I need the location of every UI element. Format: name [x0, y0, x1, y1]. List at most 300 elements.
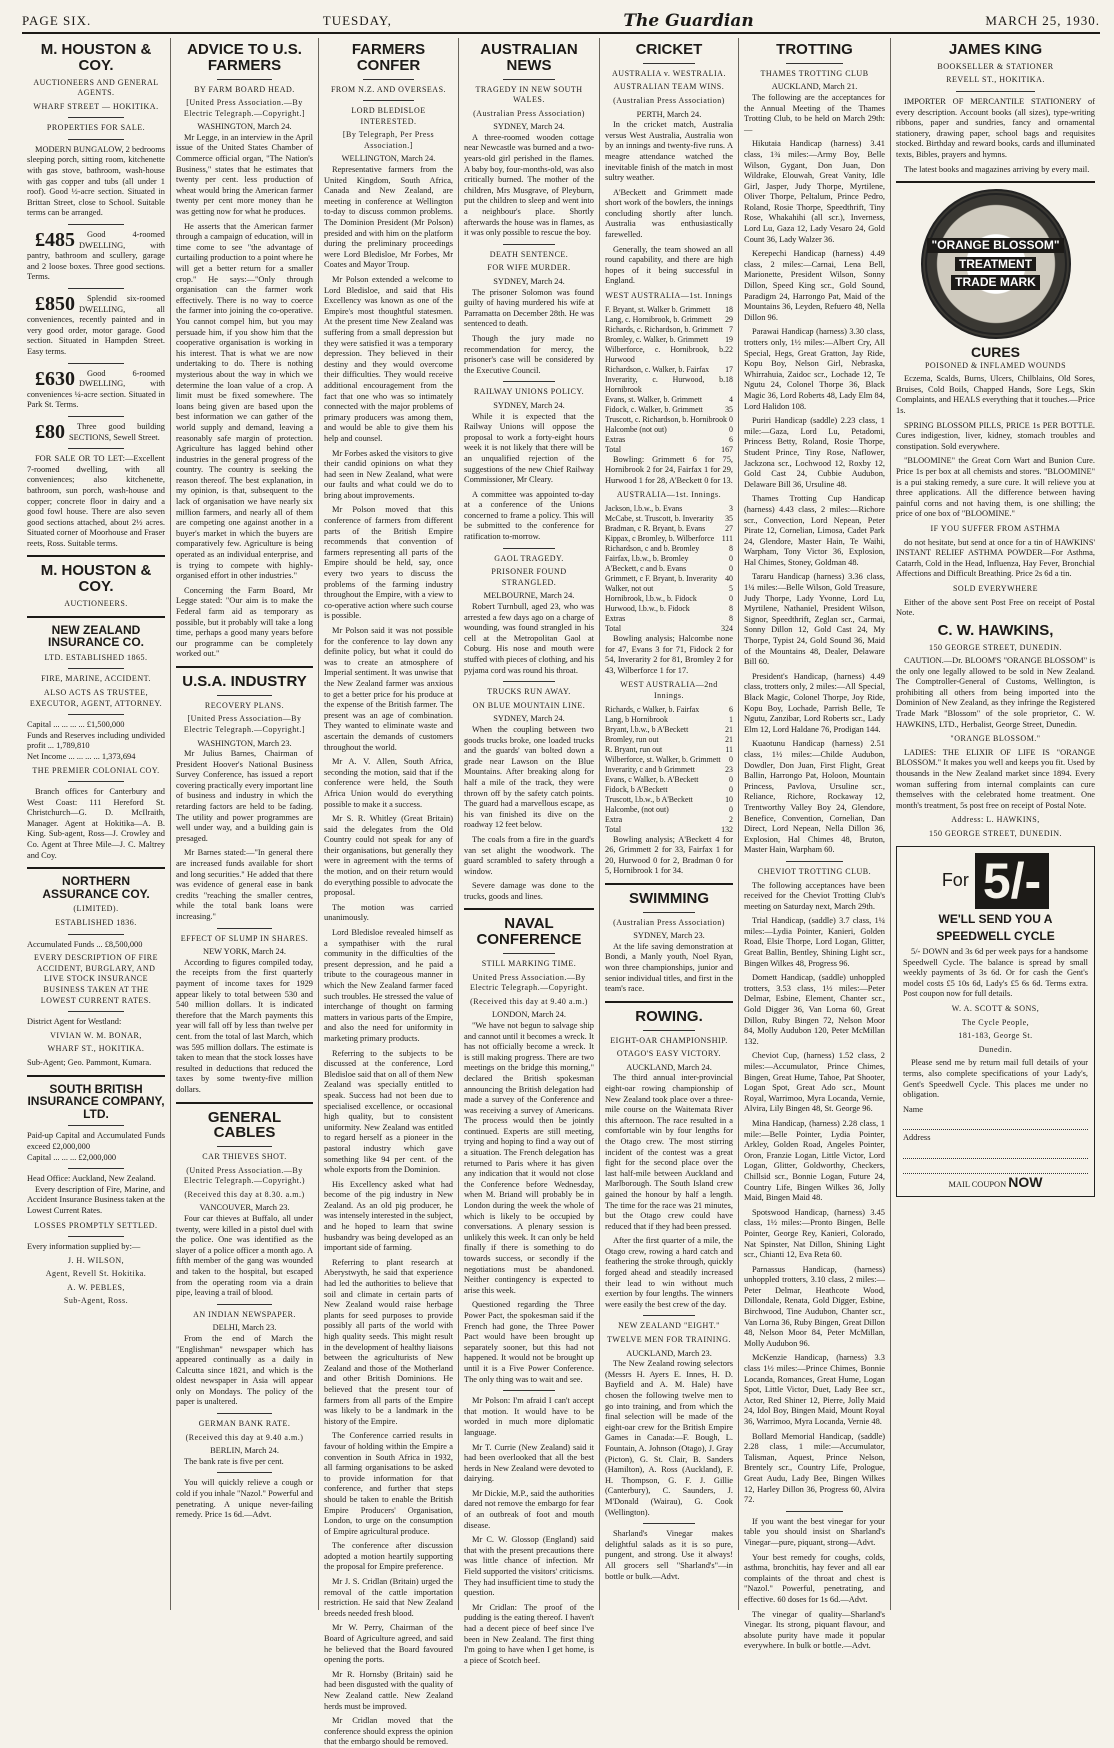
- score-row: [605, 375, 733, 395]
- batsman: McCabe, st. Truscott, b. Inverarity: [605, 514, 714, 523]
- mail-coupon: [903, 1173, 1088, 1191]
- cheviot-p1: The following acceptances have been received for the Cheviot Trotting Club's meeting on Saturday next, March 29th.: [744, 880, 885, 911]
- bookseller-subtitle: BOOKSELLER & STATIONER: [937, 61, 1054, 71]
- sydney-dateline-1: SYDNEY, March 24.: [493, 122, 565, 132]
- cheviot-p2: Trial Handicap, (saddle) 3.7 class, 1¼ miles:—Lydia Pointer, Kanieri, Golden Road, Elsie Thorpe, Lord Logan, Glitter, Great Ballin, Bentley, Shining Light scr., Bingen Wilkes 48, Progress 96.: [744, 916, 885, 968]
- advice-subtitle: BY FARM BOARD HEAD.: [194, 84, 295, 94]
- farmers-subtitle-2: LORD BLEDISLOE INTERESTED.: [351, 106, 426, 126]
- usa-industry-heading: U.S.A. INDUSTRY: [182, 672, 307, 690]
- runs: 10: [725, 794, 733, 804]
- batsman: F. Bryant, st. Walker b. Grimmett: [605, 304, 711, 314]
- score-row: [605, 604, 733, 614]
- trotting-p3: Kerepechi Handicap (harness) 4.49 class, 2 miles:—Carnai, Lena Bell, Marionette, President Wilson, Sonny Dillon, Speed King scr., Gold Sound, Paradigm 24, Harrongo Pat, Maid of the Mountains 36, Leyden, Refuero 48, Nella Dillon 96.: [744, 249, 885, 322]
- wilson-address: Agent, Revell St. Hokitika.: [45, 1269, 147, 1279]
- batsman: A'Beckett, c and b. Evans: [605, 564, 687, 573]
- perth-dateline: PERTH, March 24.: [636, 109, 702, 119]
- coupon-p: Please send me by return mail full details of your terms, also complete specifications of your Lady's, Gent's Speedwell Cycle. This places me under no obligation.: [903, 1058, 1088, 1100]
- cheviot-p8: McKenzie Handicap, (harness) 3.3 class 1½ miles:—Prince Chimes, Bonnie Locanda, Romances, Great Hume, Logan Spot, Little Victor, Duet, Lady Bee scr., Actor, Red Shiner 12, Pierre, Jolly Maid 24, Idol Boy, Bingen Maid, Mount Royal 36, Warrimoo, Myra Locanda, Vernie 48.: [744, 1353, 885, 1426]
- cheviot-p6: Spotswood Handicap, (harness) 3.45 class, 1½ miles:—Pronto Bingen, Belle Pointer, George Rey, Kanieri, Colorado, Nat Spinster, Nat Dillon, Shining Light scr., Chianti 12, Eva Reta 60.: [744, 1207, 885, 1260]
- slump-dateline: NEW YORK, March 24.: [202, 947, 287, 957]
- score-row: [605, 325, 733, 335]
- property-80: Three good building SECTIONS, Sewell Street.: [69, 421, 165, 442]
- runs: 18: [725, 374, 733, 384]
- wa-second-innings-label: WEST AUSTRALIA—2nd Innings.: [620, 680, 718, 700]
- gaol-subtitle: GAOL TRAGEDY.: [494, 553, 564, 563]
- score-row: [605, 504, 733, 514]
- naval-heading: NAVAL CONFERENCE: [476, 915, 582, 949]
- property-850: Splendid six-roomed DWELLING, all conveniences, recently painted and in very good order, motor garage. Good section. Situated in Hampden Street. Easy terms.: [27, 294, 165, 356]
- farmers-p4: Mr Polson moved that this conference of farmers from different parts of the British Empire recommends that convention of farmers representing all parts of the Empire should be held, say, once every two years to discuss the problems of the farming industry throughout the Empire, with a view to co-operative action where such course is possible.: [324, 505, 453, 621]
- batsman: Kippax, c Bromley, b. Wilberforce: [605, 534, 715, 543]
- rowing-subtitle-2: OTAGO'S EASY VICTORY.: [616, 1049, 722, 1059]
- score-row: [605, 415, 733, 425]
- trucks-p3: Severe damage was done to the trucks, goods and lines.: [464, 881, 594, 901]
- cheviot-p5: Mina Handicap, (harness) 2.28 class, 1 mile:—Belle Pointer, Lydia Pointer, Arkley, Golden Road, Angeles Pointer, Oron, Franzie Logan, Little Victor, Lord Logan, Glitter, Goldworthy, Checkers, Chillsid scr., Bonnie Logan, Future 24, Country Life, Bingen Wilkes 36, Jolly Maid, Bingen Maid 48.: [744, 1118, 885, 1203]
- cricket-subtitle-1: AUSTRALIA v. WESTRALIA.: [612, 68, 726, 78]
- score-row: [605, 795, 733, 805]
- batsman: Bryant, l.b.w., b A'Beckett: [605, 724, 689, 734]
- trucks-p1: When the coupling between two goods trucks broke, one loaded trucks and the guards' van bolted down a grade near Lawson on the Blue Mountains. After breaking along for half a mile of the track, they were thrown off by the safety catch points. The guard had a marvellous escape, as his van finished its dive on the roadway 12 feet below.: [464, 724, 594, 830]
- branch-offices: Branch offices for Canterbury and West Coast: 111 Hereford St. Christchurch—G. D. McIlraith, Manager. Agent at Hokitika—A. B. King. Sub-agent, Ross—J. Crowley and Co. Agent at Three Mile—J. C. Maltrey and Coy.: [27, 787, 165, 860]
- batsman: Extras: [605, 614, 626, 623]
- thames-club-subtitle: THAMES TROTTING CLUB: [760, 68, 869, 78]
- death-sentence-subtitle: DEATH SENTENCE.: [489, 249, 569, 259]
- nz-eight-dateline: AUCKLAND, March 23.: [626, 1348, 712, 1358]
- delhi-dateline: DELHI, March 23.: [212, 1323, 277, 1333]
- funds-line: Funds and Reserves including undivided profit ... 1,789,810: [27, 730, 165, 751]
- coupon-address-field: [903, 1133, 1088, 1174]
- for-five-banner: [903, 853, 1088, 909]
- batsman: Evans, c Walker, b. A'Beckett: [605, 774, 699, 784]
- score-row: [605, 514, 733, 524]
- scott-line-3: 181-183, George St.: [958, 1031, 1033, 1041]
- peebles-address: Sub-Agent, Ross.: [63, 1296, 129, 1306]
- death-p1: The prisoner Solomon was found guilty of having murdered his wife at Parramatta on December 28th. He was sentenced to death.: [464, 287, 594, 329]
- score-row: [605, 365, 733, 375]
- batsman: Lang, b Hornibrook: [605, 714, 668, 724]
- slump-p1: According to figures compiled today, the receipts from the first quarterly payment of income taxes for 1929 appear likely to total between 530 and 540 million dollars. It is indicated therefore that the March payments this year will fall off by less than twelve per cent. from the total of last March, which was 595 million dollars. The estimate is taken to mean that the stock losses have resulted in deductions that reduced the taxes by some twenty-five million dollars.: [176, 957, 313, 1094]
- trustee: ALSO ACTS AS TRUSTEE, EXECUTOR, AGENT, ATTORNEY.: [29, 687, 163, 708]
- column-sport: [599, 38, 738, 1610]
- trotting-p2: Hikutaia Handicap (harness) 3.41 class, 1¾ miles:—Army Boy, Belle Wilson, Gygant, Don Juan, Don Wildrake, Elouwah, Great Vanity, Idle Girl, Jasper, Judy Thorpe, Myrtilene, Oliver Thorpe, Peltalum, Prince Pedro, Roland, Rosie Thorpe, Speedthrift, Tiny Rose, Whakahihi (all scr.), Inverness, Lord Lu, Gaza 12, Lady Vesaro 24, Gold Count 36, Lady Walzer 36.: [744, 139, 885, 244]
- swimming-p: At the life saving demonstration at Bondi, a Manly youth, Noel Ryan, won three championships, junior and senior individual titles, and first in the team's race.: [605, 941, 733, 994]
- score-row: [605, 574, 733, 584]
- aus-first-innings-label: AUSTRALIA—1st. Innings.: [616, 490, 722, 500]
- trotting-p8: President's Handicap, (harness) 4.49 class, trotters only, 2 miles:—All Special, Black Magic, Colonel Thorpe, Joy Ride, Kopu Boy, Lochade, Parrish Belle, Te Ngutu, Zanzibar, Lord Roberts scr., Lady Elm 12, Lord Haldane 76, Prodigan 144.: [744, 671, 885, 734]
- nz-eight-subtitle: NEW ZEALAND "EIGHT.": [618, 1321, 720, 1331]
- hawkins-heading: C. W. HAWKINS,: [937, 621, 1054, 639]
- swimming-heading: SWIMMING: [629, 889, 709, 907]
- batsman: Jackson, l.b.w., b. Evans: [605, 504, 683, 513]
- strangled-subtitle: PRISONER FOUND STRANGLED.: [491, 567, 567, 587]
- score-row: [605, 765, 733, 775]
- paid-up: Paid-up Capital and Accumulated Funds exceed £2,000,000: [27, 1131, 165, 1151]
- score-row: [605, 594, 733, 604]
- houston-auctioneers: AUCTIONEERS.: [64, 598, 128, 608]
- batsman: R. Bryant, run out: [605, 744, 663, 754]
- swimming-credit: (Australian Press Association): [613, 917, 725, 927]
- railway-p1: While it is expected that the Railway Unions will oppose the proposal to work a forty-eight hours week it is not likely that there will be an unqualified rejection of the suggestions of the new Chief Railway Commissioner, Mr Cleary.: [464, 411, 594, 485]
- speedwell-advert: [896, 846, 1095, 1198]
- runs: 4: [729, 394, 733, 404]
- bowling-1: Bowling: Grimmett 6 for 75, Hornibrook 2 for 24, Fairfax 1 for 29, Hurwood 1 for 28, A'Beckett 0 for 13.: [605, 454, 733, 485]
- batsman: Hornibrook, l.b.w., b. Fidock: [605, 594, 697, 603]
- industry-dateline: WASHINGTON, March 23.: [197, 738, 292, 748]
- farmers-p5: Mr Polson said it was not possible for the conference to lay down any definite policy, but what it could do was to create an atmosphere of Imperial sentiment. It was unwise that the New Zealand farmer was anxious to get a better price for his produce at the expense of the British farmer. The present was an age of combination. They wanted to eliminate waste and ascertain the demands of customers throughout the world.: [324, 626, 453, 752]
- sydney-dateline-4: SYDNEY, March 24.: [493, 714, 565, 724]
- wa-first-innings-scores: [605, 305, 733, 455]
- car-thieves-subtitle: CAR THIEVES SHOT.: [202, 1152, 287, 1161]
- trotting-heading: TROTTING: [776, 41, 853, 58]
- naval-p2: Questioned regarding the Three Power Pact, the spokesman said if the French had gone, the Three Power Pact would have been brought up separately sooner, but this had not happened. It would not be brought up until it is a Five Power Conference. The only thing was to wait and see.: [464, 1300, 594, 1384]
- runs: 6: [729, 434, 733, 444]
- runs: 35: [725, 514, 733, 523]
- farmers-p12: Referring to plant research at Aberystwyth, he said that experience had led the authorities to believe that soil and climate in certain parts of New Zealand would raise herbage plants for seed purposes to provide possibly all parts of the world with high quality seeds. This might result in the development of healthy liaisons between the agriculturists of New Zealand and those of the Motherland and other British Dominions. He believed that the present tour of farmers from all parts of the Empire was likely to be a landmark in the history of the Empire.: [324, 1257, 453, 1426]
- price-850: £850: [35, 293, 75, 315]
- wilson-name: J. H. WILSON,: [67, 1255, 125, 1265]
- runs: 0: [729, 564, 733, 573]
- received-1: (Received this day at 8.30. a.m.): [184, 1189, 305, 1199]
- property-bungalow: MODERN BUNGALOW, 2 bedrooms sleeping porch, sitting room, kitchenette with gas stove, bathroom, wash-house with gas copper and tubs (all under 1 roof). Good ½-acre section. Situated in Brittan Street, close to School. Suitable terms can be arranged.: [27, 144, 165, 218]
- james-king-heading: JAMES KING: [948, 41, 1043, 58]
- rowing-p1: The third annual inter-provincial eight-oar rowing championship of New Zealand took place over a three-mile course on the Waitemata River this afternoon. The race resulted in a comfortable win by four lengths for the Otago crew. The most stirring incident of the contest was a great fight for the second place over the last half-mile between Auckland and Marlborough. The South Island crew gained the honour by half a length. The time for the race was 21 minutes, but the Otago crew could have reduced that if they had been pressed.: [605, 1073, 733, 1231]
- runs: 0: [729, 754, 733, 764]
- cricket-p2: A'Beckett and Grimmett made short work of the bowlers, the innings concluding shortly after lunch. Australia was enthusiastically farewelled.: [605, 187, 733, 240]
- runs: 17: [725, 364, 733, 374]
- farmers-p17: Mr R. Hornsby (Britain) said he had been disgusted with the quality of New Zealand cattle. New Zealand herds must be improved.: [324, 1669, 453, 1711]
- batsman: Wilberforce, st. Walker, b. Grimmett: [605, 754, 721, 764]
- sharland-advert: Sharland's Vinegar makes delightful salads as it is so pure, pungent, and strong. Use it always! All grocers sell "Sharland's"—in bottle or bulk.—Advt.: [605, 1529, 733, 1581]
- score-row: [605, 315, 733, 325]
- nz-insurance-heading: NEW ZEALAND INSURANCE CO.: [47, 622, 144, 650]
- received-2: (Received this day at 9.40 a.m.): [185, 1432, 304, 1442]
- batsman: Total: [605, 444, 622, 454]
- mail-coupon-label: MAIL COUPON: [948, 1179, 1007, 1189]
- farmers-p14: The conference after discussion adopted a motion heartily supporting the proposal for Empire preference.: [324, 1541, 453, 1572]
- score-row: [605, 775, 733, 785]
- cures-p: Eczema, Scalds, Burns, Ulcers, Chilblains, Old Sores, Bruises, Cold Boils, Chapped Hands, Sore Legs, Skin Complaints, and HEALS everything that it touches.—Price 1s.: [896, 374, 1095, 416]
- score-row: [605, 815, 733, 825]
- houston-heading-2: M. HOUSTON & COY.: [40, 562, 152, 596]
- address-label: Address: [903, 1133, 931, 1143]
- berlin-dateline: BERLIN, March 24.: [210, 1446, 279, 1456]
- advice-p2: He asserts that the American farmer through a campaign of education, will in time come to see "the advantage of curtailing production to a point where he will get a better return for a smaller crop." He says:—"Only through organisation can the farmer work effectively. There is no way to coerce the farmer into joining the co-operative. You cannot compel him, but you may persuade him, if you show him that the cooperative organisation is working in his interest. That is what we are now undertaking to do. There is nothing mysterious about the way in which we determine the loan value of a crop. A limit must be fixed somewhere. The loans being given are based upon the best information we can gather of the world supply and demand, leaving a reasonably safe margin of protection. Agriculture has lagged behind other industries in the general progress of the country. The country is seeking the reason thereof. The best explanation, in my opinion, is that, subsequent to the lack of organisation we have nearly six million farmers, and nearly all of them are competing one against another in a buyer's market in which the buyers are comparatively few. Agriculture is being operated as an individual enterprise, and is trying to compete with highly-organised effort in other industries.": [176, 221, 313, 581]
- score-row: [605, 445, 733, 455]
- asthma-heading: IF YOU SUFFER FROM ASTHMA: [930, 524, 1061, 533]
- runs: 0: [729, 784, 733, 794]
- batsman: Halcombe, (not out): [605, 804, 669, 814]
- tragedy-p: A three-roomed wooden cottage near Newcastle was burned and a two-years-old girl perished in the flames. A baby boy, four-months-old, was also critically burned. The mother of the children, Mrs Musgrave, of Pleyburn, put the children to sleep and went into a neighbour's place. Shortly afterwards the house was in flames, as it was only possible to rescue the boy.: [464, 132, 594, 238]
- trotting-p7: Tararu Handicap (harness) 3.36 class, 1¼ miles:—Belle Wilson, Gold Treasure, Judy Thorpe, Lady Yvonne, Lord Lu, Myrtilene, Nathaniel, President Wilson, Signor, Speedthrift, Zeglan scr., Carmai, Sonny Dillon 12, Gold Cast 24, My Thorpe, Typist 24, Gold Sound 36, Maid of the Mountains 48, Dealer, Delaware Bill 60.: [744, 572, 885, 667]
- melbourne-dateline: MELBOURNE, March 24.: [483, 591, 575, 601]
- fire-marine: FIRE, MARINE, ACCIDENT.: [41, 674, 151, 684]
- bank-rate-p: The bank rate is five per cent.: [184, 1456, 284, 1466]
- batsman: Richardson, c and b. Bromley: [605, 544, 700, 553]
- column-trotting: [738, 38, 890, 1651]
- runs: 23: [725, 764, 733, 774]
- farmers-p18: Mr Cridlan moved that the conference should express the opinion that the embargo should be removed.: [324, 1716, 453, 1747]
- cures-subtitle: POISONED & INFLAMED WOUNDS: [924, 360, 1067, 370]
- batsman: Fidock, c. Walker, b. Grimmett: [605, 404, 703, 414]
- seal-top-text: "ORANGE BLOSSOM": [927, 238, 1063, 253]
- ladies-p: LADIES: THE ELIXIR OF LIFE IS "ORANGE BLOSSOM." It makes you well and keeps you fit. Used by thousands in the New Zealand market since 1894. Every woman suffering from internal complaints can cure themselves with the celebrated home treatment. One month's treatment, 5s post free on receipt of Postal Note.: [896, 747, 1095, 810]
- recovery-subtitle: RECOVERY PLANS.: [204, 700, 285, 710]
- tragedy-subtitle: TRAGEDY IN NEW SOUTH WALES.: [475, 84, 583, 105]
- northern-ltd: (LIMITED).: [73, 904, 119, 914]
- farmers-subtitle-1: FROM N.Z. AND OVERSEAS.: [330, 84, 447, 94]
- naval-credit: United Press Association.—By Electric Telegraph.—Copyright.: [469, 972, 589, 993]
- german-bank-subtitle: GERMAN BANK RATE.: [198, 1419, 291, 1429]
- houston-heading: M. HOUSTON & COY.: [40, 41, 152, 74]
- runs: 0: [729, 774, 733, 784]
- batsman: Extra: [605, 814, 623, 824]
- farmers-p7: Mr S. R. Whitley (Great Britain) said the delegates from the Old Country could not speak for any of their organisations, but generally they were in agreement with the terms of the motion, and on their return would do everything possible to advocate the proposal.: [324, 814, 453, 898]
- farmers-p3: Mr Forbes asked the visitors to give their candid opinions on what they had seen in New Zealand, what were our faults and what could we do to bring about improvements.: [324, 448, 453, 500]
- runs: 324: [721, 624, 733, 633]
- rowing-subtitle-1: EIGHT-OAR CHAMPIONSHIP.: [610, 1035, 728, 1045]
- general-cables-heading: GENERAL CABLES: [207, 1108, 282, 1142]
- runs: 0: [729, 554, 733, 563]
- glossop-p: Mr C. W. Glossop (England) said that with the present precautions there was little chance of infection. Mr Field supported the visitors' criticisms. They had insufficient time to study the question.: [464, 1535, 594, 1598]
- car-thieves-p: Four car thieves at Buffalo, all under twenty, were killed in a pistol duel with the police. One was identified as the slayer of a police officer a month ago. A fifth member of the gang was wounded and taken to the hospital, but escaped from the operating room via a drain pipe, leaving a trail of blood.: [176, 1213, 313, 1298]
- australian-news-heading: AUSTRALIAN NEWS: [480, 41, 578, 74]
- hawkins-address-2: 150 GEORGE STREET, DUNEDIN.: [928, 829, 1063, 838]
- cables-credit: (United Press Association.—By Electric Telegraph.—Copyright.): [183, 1165, 306, 1186]
- naval-received: (Received this day at 9.40 a.m.): [470, 996, 588, 1006]
- houston-address: WHARF STREET — HOKITIKA.: [33, 101, 159, 111]
- capital-5: Capital ... ... ... £2,000,000: [27, 1152, 117, 1162]
- runs: 0: [729, 594, 733, 603]
- advice-p1: Mr Legge, in an interview in the April issue of the United States Chamber of Commerce official organ, "The Nation's Business," states that he estimates that twenty per cent. less production of wheat would bring the American farmer twenty per cent more money than he was getting now for what he produces.: [176, 132, 313, 217]
- farmers-p16: Mr W. Perry, Chairman of the Board of Agriculture agreed, and said he believed that the Board favoured opening the ports.: [324, 1623, 453, 1665]
- trotting-p4: Parawai Handicap (harness) 3.30 class, trotters only, 1½ miles:—Albert Cry, All Special, Hegs, Great Gratton, Jay Ride, Kopu Boy, Nelson Girl, Nebraska, Whirrahuia, Zaidoc scr., Lochade 12, Te Ngutu 24, Colonel Thorpe 36, Black Magic 36, Lord Roberts 48, Lady Elm 84, Lord Halidon 108.: [744, 327, 885, 411]
- cheviot-subtitle: CHEVIOT TROTTING CLUB.: [757, 866, 872, 876]
- farmers-p13: The Conference carried results in favour of holding within the Empire a convention in South Africa in 1932, all farming organisations to be asked to provide information for that conference, and further that steps should be taken to enable the British Empire Producers' Organisation, London, to urge on the consumption of Empire agricultural produce.: [324, 1431, 453, 1536]
- farmers-credit: [By Telegraph, Per Press Association.]: [342, 130, 435, 150]
- aus-first-innings-scores: [605, 504, 733, 634]
- batsman: Inverarity, c and b Grimmett: [605, 764, 695, 774]
- sydney-dateline-2: SYDNEY, March 24.: [493, 277, 565, 286]
- king-p1: IMPORTER OF MERCANTILE STATIONERY of every description. Account books (all sizes), type-writing ribbons, paper and sundries, fancy and ornamental stationery, drawing paper, school bags and requisites stocked. Birthday and reward books, cards and illuminated texts, Bibles, prayers and hymns.: [896, 96, 1095, 159]
- aus-credit: (Australian Press Association): [473, 108, 585, 118]
- advice-credit: [United Press Association.—By Electric Telegraph.—Copyright.]: [183, 98, 306, 118]
- batsman: Bradman, c R. Bryant, b. Evans: [605, 524, 706, 533]
- score-row: [605, 564, 733, 574]
- peebles-name: A. W. PEBLES,: [67, 1282, 125, 1292]
- rowing-heading: ROWING.: [635, 1007, 703, 1025]
- currie-p: Mr T. Currie (New Zealand) said it had been overlooked that all the best herds in New Zealand were devoted to dairying.: [464, 1442, 594, 1484]
- premier-colonial: THE PREMIER COLONIAL COY.: [32, 765, 160, 775]
- page-number: PAGE SIX.: [22, 13, 92, 28]
- capital-line: Capital ... ... ... ... £1,500,000: [27, 720, 125, 730]
- vivian-name: VIVIAN W. M. BONAR,: [50, 1030, 142, 1040]
- batsman: Truscott, c. Richardson, b. Hornibrook: [605, 414, 728, 424]
- runs: 1: [729, 714, 733, 724]
- asthma-p: do not hesitate, but send at once for a tin of HAWKINS' INSTANT RELIEF ASTHMA POWDER—For Asthma, Catarrh, Cold in the Head, Influenza, Hay Fever, Bronchial Affections and Difficult Breathing. Price 2s 6d a tin.: [896, 537, 1095, 579]
- cricket-p1: In the cricket match, Australia versus West Australia, Australia won by an innings and twenty-five runs. A meagre attendance watched the inevitable finish of the match in most sultry weather.: [605, 120, 733, 183]
- advice-heading: ADVICE TO U.S. FARMERS: [187, 41, 302, 74]
- vinegar-advert: If you want the best vinegar for your table you should insist on Sharland's Vinegar—pure, piquant, strong—Advt.: [744, 1516, 885, 1547]
- batsman: Richardson, c. Walker, b. Fairfax: [605, 364, 710, 374]
- runs: 19: [725, 334, 733, 344]
- swimming-dateline: SYDNEY, March 23.: [633, 931, 705, 941]
- cricket-heading: CRICKET: [635, 41, 703, 58]
- runs: 167: [721, 444, 733, 454]
- cheviot-p3: Domett Handicap, (saddle) unhoppled trotters, 3.53 class, 1½ miles:—Peter Delmar, Esbine, Element, Chanter scr., Gold Digger 36, Van Lorna 60, Great Dillon, Ruby Bingen 72, Nelson Moor 84, Molly Audubon 120, Peter McMillan 132.: [744, 973, 885, 1046]
- score-row: [605, 534, 733, 544]
- score-row: [605, 345, 733, 365]
- vancouver-dateline: VANCOUVER, March 23.: [199, 1203, 290, 1213]
- runs: 0: [729, 424, 733, 434]
- trotting-p6: Thames Trotting Cup Handicap (harness) 4.43 class, 2 miles:—Richore scr., Convection, Lord Nepean, Peter Pirate 12, Cornelian, Limosa, Cadet Park 24, Glendore, Master Hain, Te Waihi, Warpham, Tony Victor 36, Explosion, Hal Chimes, Stoney, Goldman 48.: [744, 494, 885, 567]
- property-485: Good 4-roomed DWELLING, with pantry, bathroom and scullery, garage and 2 loose boxes. Three good sections. Terms.: [27, 230, 165, 282]
- coupon-name-field: [903, 1105, 1088, 1131]
- rowing-dateline: AUCKLAND, March 24.: [626, 1062, 712, 1072]
- railway-subtitle: RAILWAY UNIONS POLICY.: [473, 387, 585, 397]
- for-label: For: [941, 870, 969, 891]
- batsman: Lang, c. Hornibrook, b. Grimmett: [605, 314, 712, 324]
- sub-agent: Sub-Agent; Geo. Pammont, Kumara.: [27, 1057, 152, 1067]
- naval-p1: "We have not begun to salvage ship and cannot until it becomes a wreck. It has not officially become a wreck. It is still making progress. There are two meetings on the bridge this morning," declared the British spokesman announcing the British delegation had made a survey of the Conference and was receiving a survey of Americans. The process would then be jointly continued. Experts are still meeting, trying and hoping to find a way out of a situation. The French delegation has returned to Paris where it has given any indication that it would not close the Conference before Wednesday, when M. Briand will probably be in London during the week the whole of which is likely to be occupied by conversations. A plenary session is unlikely this week. It can only be held finally if there is something to do towards success, or secondly if the negotiations must be abandoned. Neither contingency is expected to arise this week.: [464, 1020, 594, 1295]
- runs: 8: [729, 614, 733, 623]
- cycle-line-1: WE'LL SEND YOU A: [938, 911, 1053, 926]
- post-free-p: Either of the above sent Post Free on receipt of Postal Note.: [896, 597, 1095, 618]
- batsman: Fairfax, l.b.w., b. Bromley: [605, 554, 689, 563]
- cricket-p3: Generally, the team showed an all round capability, and there are high hopes of it being successful in England.: [605, 244, 733, 286]
- farmers-p10: Referring to the subjects to be discussed at the conference, Lord Bledisloe said that on all of them New Zealand was specially entitled to speak. Success had not been due to specialised excellence, or occasional high quality, but to consistent uniformity. New Zealand was entitled to regard herself as a pioneer in the pastoral industry which gave something like 94 per cent. of the whole exports from the Dominion.: [324, 1048, 453, 1175]
- runs: 2: [729, 814, 733, 824]
- runs: 11: [725, 744, 733, 754]
- seal-mid-text: TREATMENT: [955, 257, 1036, 272]
- runs: 8: [729, 544, 733, 553]
- cures-heading: CURES: [970, 344, 1020, 361]
- trucks-subtitle: TRUCKS RUN AWAY.: [487, 687, 571, 697]
- runs: 7: [729, 324, 733, 334]
- runs: 5: [729, 584, 733, 593]
- income-line: Net Income ... ... ... ... 1,373,694: [27, 751, 136, 761]
- indian-newspaper-p: From the end of March the "Englishman" newspaper which has appeared continually as a daily in Calcutta since 1821, and which is the oldest newspaper in Asia will appear only on Mondays. The policy of the paper is unaltered.: [176, 1333, 313, 1407]
- batsman: Wilberforce, c. Hornibrook, b. Hurwood: [605, 344, 726, 364]
- scott-line-4: Dunedin.: [978, 1044, 1013, 1054]
- batsman: Total: [605, 824, 622, 834]
- gaol-p: Robert Turnbull, aged 23, who was arrested a few days ago on a charge of wounding, was found strangled in his cell at the Metropolitan Gaol at Coburg. His nose and mouth were stuffed with pieces of clothing, and his pyjama cord was round his throat.: [464, 602, 594, 675]
- london-dateline: LONDON, March 24.: [492, 1010, 566, 1020]
- score-row: [605, 805, 733, 815]
- runs: 0: [729, 414, 733, 424]
- paper-title: The Guardian: [623, 11, 754, 31]
- score-row: [605, 614, 733, 624]
- advice-p3: Concerning the Farm Board, Mr Legge stated: "Our aim is to make the Federal farm aid as temporary as possible, but it probably will take a long time, perhaps a good many years before our programme can be completely worked out.": [176, 585, 313, 659]
- king-p2: The latest books and magazines arriving by every mail.: [904, 164, 1090, 174]
- runs: 21: [725, 724, 733, 734]
- wife-murder-subtitle: FOR WIFE MURDER.: [487, 263, 571, 273]
- bloomine-p: "BLOOMINE" the Great Corn Wart and Bunion Cure. Price 1s per box at all chemists and stores. "BLOOMINE" is a pui staking remedy, a sure cure. It will relieve you at three applications. All the difference between having painful corns and not having them, is one shilling; the price of one box of "BLOOMINE.": [896, 456, 1095, 519]
- runs: 111: [721, 534, 733, 543]
- property-630: Good 6-roomed DWELLING, with conveniences ¼-acre section. Situated in Park St. Terms.: [27, 368, 165, 410]
- trotting-p9: Kuaotunu Handicap (harness) 2.51 class, 1½ miles:—Childe Audubon, Dowdler, Don Juan, First Flight, Great Ballin, Harrongo Pat, Holoon, Mountain Princess, Pavlova, Ursuline scr., Reliance, Richore, Rockaway 12, Trentworthy Valley Boy 24, Glendore, Benefice, Convention, Cornelian, Dan Direct, Lord Nepean, Nella Dillon 36, Explosion, Hal Chimes 48, Bruton, Master Hain, Warpham 60.: [744, 739, 885, 855]
- nz-eight-p: The New Zealand rowing selectors (Messrs H. Ayers E. Innes, H. D. Bayfield and A. M. Hale) have chosen the following twelve men to go into training, and from which the final selection will be made of the eight-oar crew for the British Empire Games in Canada:—F. Bough, L. Fountain, A. Johnson (Otago), J. Gray (Picton), G. St. Clair, B. Sanders (Hamilton), A. Ross (Auckland), F. H. Thompson, G. F. J. Gillie (Canterbury), C. Saunders, J. M'Donald (Wairau), G. Cook (Wellington).: [605, 1359, 733, 1517]
- farmers-p1: Representative farmers from the United Kingdom, South Africa, Canada and New Zealand, are meeting in conference at Wellington to-day to discuss common problems. The Dominion President (Mr Polson) presided and with him on the platform during the preliminary proceedings were Lord Bledisloe, Mr Forbes, Mr Coates and Mayor Troup.: [324, 165, 453, 270]
- score-row: [605, 524, 733, 534]
- score-row: [605, 725, 733, 735]
- batsman: Truscott, l.b.w., b A'Beckett: [605, 794, 693, 804]
- slump-subtitle: EFFECT OF SLUMP IN SHARES.: [180, 933, 309, 943]
- batsman: Extras: [605, 434, 626, 444]
- now-label: NOW: [1008, 1173, 1043, 1190]
- farmers-dateline: WELLINGTON, March 24.: [341, 154, 436, 164]
- score-row: [605, 554, 733, 564]
- score-row: [605, 584, 733, 594]
- batsman: Total: [605, 624, 622, 633]
- cheviot-p9: Bollard Memorial Handicap, (saddle) 2.28 class, 1 mile:—Accumulator, Talisman, Aquest, Prince Nelson, Brentely scr., Country Life, Prologue, Great Audu, Lady Bee, Bingen Wilkes 12, Harley Dillon 36, Progress 60, Alvira 72.: [744, 1431, 885, 1505]
- batsman: Grimmett, c F. Bryant, b. Inverarity: [605, 574, 718, 583]
- score-row: [605, 335, 733, 345]
- sb-desc: Every description of Fire, Marine, and Accident Insurance Business taken at the Lowest Current Rates.: [27, 1184, 165, 1215]
- indian-newspaper-subtitle: AN INDIAN NEWSPAPER.: [193, 1309, 296, 1319]
- score-row: [605, 735, 733, 745]
- south-british-heading: SOUTH BRITISH INSURANCE COMPANY, LTD.: [27, 1081, 165, 1121]
- hawkins-street: 150 GEORGE STREET, DUNEDIN.: [928, 642, 1063, 652]
- vivian-address: WHARF ST., HOKITIKA.: [47, 1044, 145, 1054]
- trotting-dateline: AUCKLAND, March 21.: [771, 82, 858, 92]
- marking-time-subtitle: STILL MARKING TIME.: [481, 958, 577, 968]
- railway-p2: A committee was appointed to-day at a conference of the Unions concerned to frame a policy. This will be submitted to the conference for ratification to-morrow.: [464, 489, 594, 542]
- head-office: Head Office: Auckland, New Zealand.: [27, 1174, 156, 1184]
- batsman: Inverarity, c. Hurwood, b. Hornibrook: [605, 374, 726, 394]
- northern-desc: EVERY DESCRIPTION OF FIRE ACCIDENT, BURGLARY, AND LIVE STOCK INSURANCE BUSINESS TAKEN AT THE LOWEST CURRENT RATES.: [34, 953, 158, 1005]
- bowling-3: Bowling analysis; A'Beckett 4 for 26, Grimmett 2 for 33, Fairfax 1 for 20, Hurwood 0 for 2, Bradman 0 for 5, Hornibrook 1 for 34.: [605, 834, 733, 876]
- runs: 3: [729, 504, 733, 513]
- score-row: [605, 745, 733, 755]
- seal-bottom-text: TRADE MARK: [951, 275, 1040, 290]
- district-agent: District Agent for Westland:: [27, 1017, 122, 1027]
- batsman: Evans, st. Walker, b. Grimmett: [605, 394, 703, 404]
- cricket-subtitle-2: AUSTRALIAN TEAM WINS.: [613, 82, 725, 92]
- score-row: [605, 624, 733, 634]
- nazol-advert: You will quickly relieve a cough or cold if you inhale "Nazol." Powerful and penetrating. A unique never-failing remedy. Price 1s 6d.—Advt.: [176, 1478, 313, 1520]
- runs: 29: [725, 314, 733, 324]
- runs: 21: [725, 734, 733, 744]
- score-row: [605, 715, 733, 725]
- column-houston-insurance: [22, 38, 170, 1610]
- wa-second-innings-scores: [605, 705, 733, 835]
- farmers-p15: Mr J. S. Cridlan (Britain) urged the removal of the cattle importation restriction. He said that New Zealand breeds needed fresh blood.: [324, 1577, 453, 1618]
- houston-subtitle: AUCTIONEERS AND GENERAL AGENTS.: [33, 77, 159, 98]
- death-p2: Though the jury made no recommendation for mercy, the prisoner's case will be considered by the Executive Council.: [464, 333, 594, 375]
- caution-p: CAUTION.—Dr. BLOOM'S "ORANGE BLOSSOM" is the only one legally allowed to be sold in New Zealand. The Comptroller-General of Customs, Wellington, is prohibiting all others from being imported into the Dominion of New Zealand, as they infringe the Registered Trade Mark "Blossom" of the sole proprietor, C. W. HAWKINS, LTD., Herbalist, George Street, Dunedin.: [896, 656, 1095, 729]
- industry-p2: Mr Barnes stated:—"In general there are increased funds available for short and long securities." He added that there was evidence of general ease in bank credits "reaching the smaller centres, while the total bank loans were increasing.": [176, 848, 313, 921]
- farmers-p9: Lord Bledisloe revealed himself as a sympathiser with the rural community in the difficulties of the present depression, and he paid a tribute to the courageous manner in which the New Zealand farmer faced such troubles. He stressed the value of interchange of thought on farming matters in various parts of the Empire, and also the need for uniformity in marketing primary products.: [324, 928, 453, 1043]
- date-label: MARCH 25, 1930.: [985, 13, 1100, 28]
- sydney-dateline-3: SYDNEY, March 24.: [493, 400, 565, 410]
- column-australian-news: [458, 38, 599, 1665]
- price-485: £485: [35, 229, 75, 252]
- polson-p: Mr Polson: I'm afraid I can't accept that motion. It would have to be worded in much more diplomatic language.: [464, 1396, 594, 1437]
- rowing-p2: After the first quarter of a mile, the Otago crew, rowing a hard catch and feathering the stroke through, quickly forged ahead and steadily increased their lead to win without much exertion by four lengths. The winners were easily the best crew of the day.: [605, 1236, 733, 1309]
- runs: 27: [725, 524, 733, 533]
- farmers-p2: Mr Polson extended a welcome to Lord Bledisloe, and said that His Excellency was known as one of the Empire's most thoughtful statesmen. At the present time New Zealand was suffering from a small depression but they were satisfied it was a temporary depression. They believed in their destiny and they would overcome their difficulties. They would receive additional encouragement from the fact that one who was so intimately connected with the major problems of primary producers was among them, and would be able to give them his help and counsel.: [324, 275, 453, 443]
- cheviot-p7: Parnassus Handicap, (harness) unhoppled trotters, 3.10 class, 2 miles:—Peter Delmar, Heathcote Wood, Dillondale, Renata, Gold Digger, Esbine, Birchwood, Tine Audubon, Chanter scr., Van Lorna 36, Ruby Bingen, Great Dillon 48, Nelson Moor 84, Peter McMillan, Molly Audubon 96.: [744, 1264, 885, 1348]
- hawkins-address-1: Address: L. HAWKINS,: [951, 815, 1040, 825]
- day-label: TUESDAY,: [322, 13, 392, 28]
- batsman: Fidock, b A'Beckett: [605, 784, 668, 794]
- masthead: [22, 10, 1100, 34]
- score-row: [605, 305, 733, 315]
- northern-heading: NORTHERN ASSURANCE COY.: [42, 874, 150, 901]
- batsman: Halcombe (not out): [605, 424, 667, 434]
- farmers-p6: Mr A. V. Allen, South Africa, seconding the motion, said that if the conference were held, the South Africa Union would do everything possible to make it a success.: [324, 757, 453, 809]
- cricket-credit: (Australian Press Association): [613, 95, 725, 105]
